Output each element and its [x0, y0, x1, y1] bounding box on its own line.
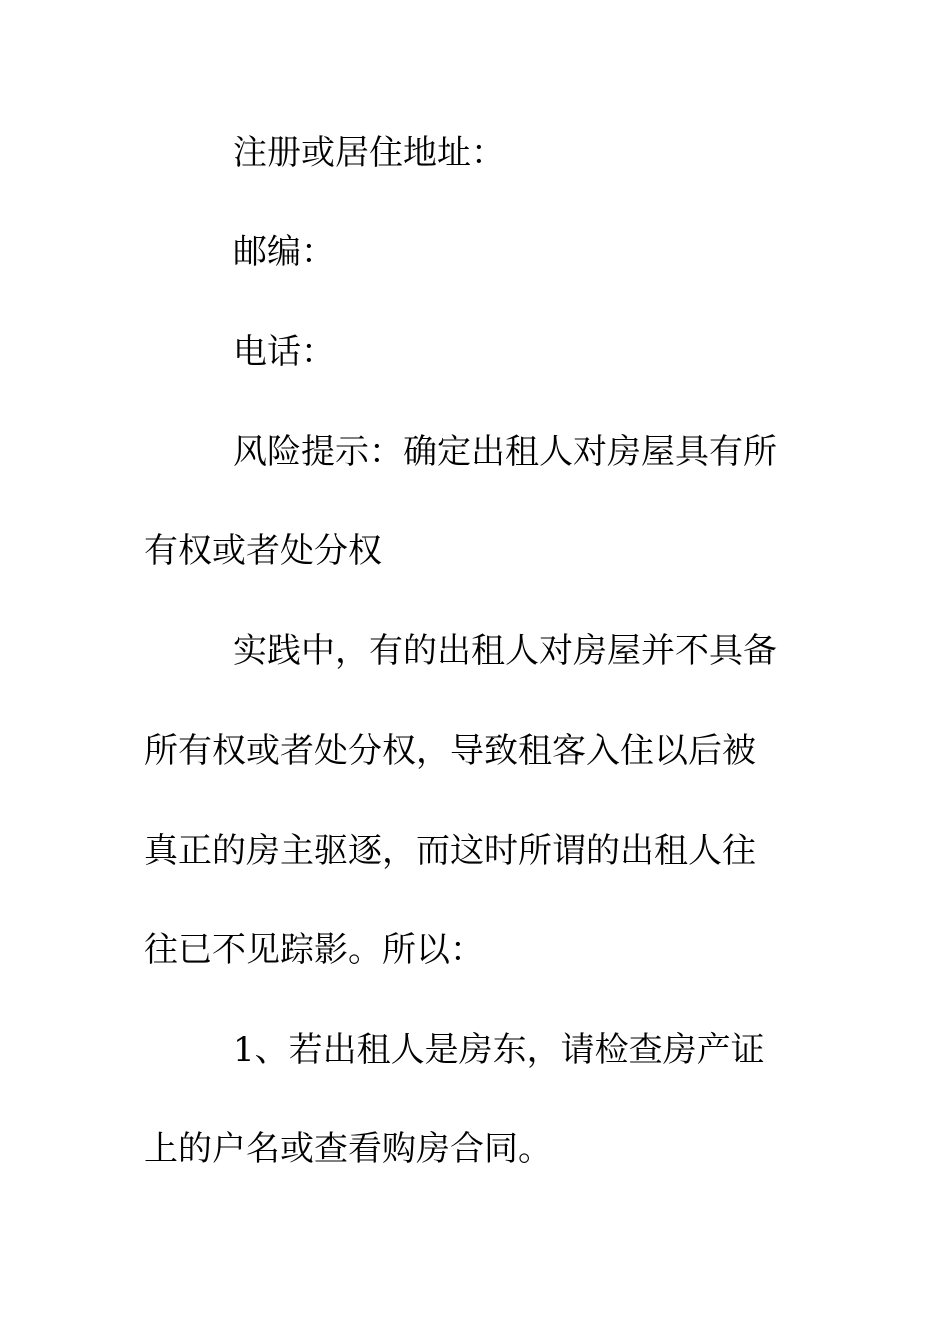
phone-label: 电话： [233, 332, 335, 372]
risk-heading-line-2: 有权或者处分权 [144, 531, 382, 571]
paragraph-line-4: 往已不见踪影。所以： [144, 930, 484, 970]
list-item-1-line-2: 上的户名或查看购房合同。 [144, 1129, 552, 1169]
paragraph-line-3: 真正的房主驱逐，而这时所谓的出租人往 [144, 831, 756, 871]
risk-heading-line-1: 风险提示：确定出租人对房屋具有所 [233, 432, 777, 472]
list-item-1-line-1: 1、若出租人是房东，请检查房产证 [233, 1030, 765, 1070]
postcode-label: 邮编： [233, 232, 335, 272]
address-label: 注册或居住地址： [233, 133, 505, 173]
paragraph-line-2: 所有权或者处分权，导致租客入住以后被 [144, 731, 756, 771]
paragraph-line-1: 实践中，有的出租人对房屋并不具备 [233, 631, 777, 671]
